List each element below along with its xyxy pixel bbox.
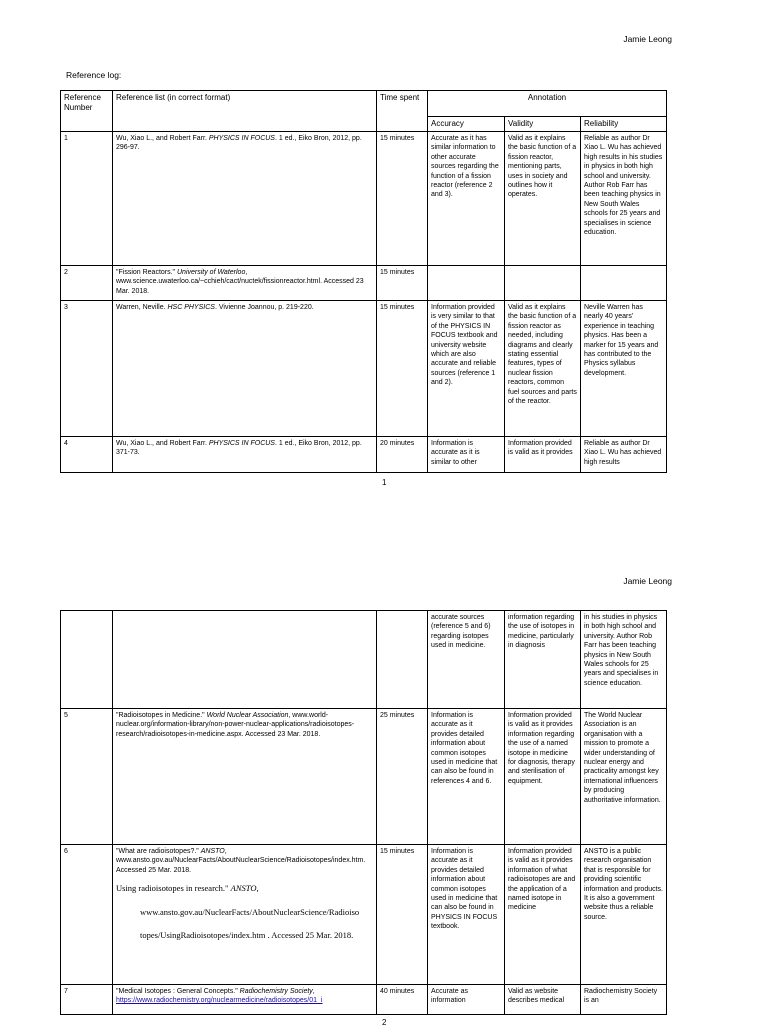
document-page-1 [0, 0, 768, 512]
reliability-note: ANSTO is a public research organisation that is responsible for providing scientific information and products. It is also a government website thus a reliable source. [581, 845, 667, 985]
page-number: 1 [382, 478, 387, 487]
ref-number: 4 [61, 437, 113, 473]
page-number: 2 [382, 1018, 387, 1027]
reliability-note: Reliable as author Dr Xiao L. Wu has achieved high results [581, 437, 667, 473]
reference-table [60, 90, 667, 473]
table-row [61, 301, 667, 437]
ref-number: 6 [61, 845, 113, 985]
page-heading: Reference log: [66, 70, 122, 80]
validity-note: Information provided is valid as it provides information of what radioisotopes are and the application of a named isotope in medicine [505, 845, 581, 985]
reference-link[interactable]: https://www.radiochemistry.org/nuclearmedicine/radioisotopes/01_i [116, 997, 323, 1005]
ref-citation: Wu, Xiao L., and Robert Farr. PHYSICS IN FOCUS. 1 ed., Eiko Bron, 2012, pp. 296-97. [113, 132, 377, 266]
table-row [61, 709, 667, 845]
validity-note: Valid as website describes medical [505, 985, 581, 1015]
table-row [61, 611, 667, 709]
accuracy-note: accurate sources (reference 5 and 6) regarding isotopes used in medicine. [428, 611, 505, 709]
ref-number: 2 [61, 266, 113, 301]
validity-note: Valid as it explains the basic function of a fission reactor as needed, including diagrams and clearly stating essential features, types of nuclear fission reactors, common fuel sources and parts of the reactor. [505, 301, 581, 437]
header-reliability: Reliability [581, 117, 667, 132]
author-name: Jamie Leong [623, 576, 672, 586]
document-page-2 [0, 536, 768, 1027]
validity-note: Valid as it explains the basic function of a fission reactor, mentioning parts, uses in society and outlines how it operates. [505, 132, 581, 266]
accuracy-note: Accurate as it has similar information to other accurate sources regarding the function of a fission reactor (reference 2 and 3). [428, 132, 505, 266]
table-row [61, 845, 667, 985]
ref-citation: "Radioisotopes in Medicine." World Nuclear Association, www.world-nuclear.org/information-library/non-power-nuclear-applications/radioisotopes-research/radioisotopes-in-medicine.aspx. Accessed 23 Mar. 2018. [113, 709, 377, 845]
reliability-note: in his studies in physics in both high school and university. Author Rob Farr has been teaching physics in New South Wales schools for 25 years and specialises in science education. [581, 611, 667, 709]
ref-citation: "Medical Isotopes : General Concepts." Radiochemistry Society, https://www.radiochemistry.org/nuclearmedicine/radioisotopes/01_i [113, 985, 377, 1015]
accuracy-note: Information is accurate as it provides detailed information about common isotopes used in medicine that can also be found in references 4 and 6. [428, 709, 505, 845]
ref-number: 7 [61, 985, 113, 1015]
reliability-note: Reliable as author Dr Xiao L. Wu has achieved high results in his studies in physics in both high school and university. Author Rob Farr has been teaching physics in New South Wales schools for 25 years and specialises in science education. [581, 132, 667, 266]
validity-note: Information provided is valid as it provides information regarding the use of a named isotope in medicine for diagnosis, therapy and sterilisation of equipment. [505, 709, 581, 845]
time-spent: 15 minutes [377, 845, 428, 985]
accuracy-note: Information is accurate as it is similar to other [428, 437, 505, 473]
reliability-note: Radiochemistry Society is an [581, 985, 667, 1015]
ref-citation: Warren, Neville. HSC PHYSICS. Vivienne Joannou, p. 219-220. [113, 301, 377, 437]
time-spent: 20 minutes [377, 437, 428, 473]
header-time-spent: Time spent [377, 91, 428, 132]
page-gap [0, 512, 768, 536]
validity-note: Information provided is valid as it provides [505, 437, 581, 473]
reference-table-continued [60, 610, 667, 1015]
time-spent: 40 minutes [377, 985, 428, 1015]
ref-number: 5 [61, 709, 113, 845]
author-name: Jamie Leong [623, 34, 672, 44]
header-validity: Validity [505, 117, 581, 132]
table-row [61, 985, 667, 1015]
second-citation: Using radioisotopes in research." ANSTO, [116, 883, 259, 894]
header-row [61, 91, 667, 117]
ref-number: 1 [61, 132, 113, 266]
time-spent: 15 minutes [377, 301, 428, 437]
header-accuracy: Accuracy [428, 117, 505, 132]
header-reference-list: Reference list (in correct format) [113, 91, 377, 132]
accuracy-note: Information is accurate as it provides detailed information about common isotopes used in medicine that can also be found in PHYSICS IN FOCUS textbook. [428, 845, 505, 985]
time-spent: 15 minutes [377, 266, 428, 301]
header-annotation: Annotation [428, 91, 667, 117]
reliability-note: Neville Warren has nearly 40 years' experience in teaching physics. Has been a marker for 15 years and has contributed to the Physics syllabus development. [581, 301, 667, 437]
table-row [61, 132, 667, 266]
ref-citation: Wu, Xiao L., and Robert Farr. PHYSICS IN FOCUS. 1 ed., Eiko Bron, 2012, pp. 371-73. [113, 437, 377, 473]
ref-citation: "Fission Reactors." University of Waterloo, www.science.uwaterloo.ca/~cchieh/cact/nuctek/fissionreactor.html. Accessed 23 Mar. 2018. [113, 266, 377, 301]
time-spent: 25 minutes [377, 709, 428, 845]
ref-number: 3 [61, 301, 113, 437]
ref-citation: "What are radioisotopes?." ANSTO, www.ansto.gov.au/NuclearFacts/AboutNuclearScience/Radioisotopes/index.htm. Accessed 25 Mar. 2018. Using radioisotopes in research." ANSTO, www.ansto.gov.au/NuclearFacts/AboutNuclearScience/Radioiso topes/UsingRadioisotopes/index.htm . Accessed 25 Mar. 2018. [113, 845, 377, 985]
table-row [61, 437, 667, 473]
header-reference-number: Reference Number [61, 91, 113, 132]
reliability-note: The World Nuclear Association is an organisation with a mission to promote a wider understanding of nuclear energy and practicality amongst key international influencers by producing authoritative information. [581, 709, 667, 845]
time-spent: 15 minutes [377, 132, 428, 266]
table-row [61, 266, 667, 301]
accuracy-note: Information provided is very similar to that of the PHYSICS IN FOCUS textbook and university website which are also accurate and reliable sources (reference 1 and 2). [428, 301, 505, 437]
validity-note: information regarding the use of isotopes in medicine, particularly in diagnosis [505, 611, 581, 709]
accuracy-note: Accurate as information [428, 985, 505, 1015]
